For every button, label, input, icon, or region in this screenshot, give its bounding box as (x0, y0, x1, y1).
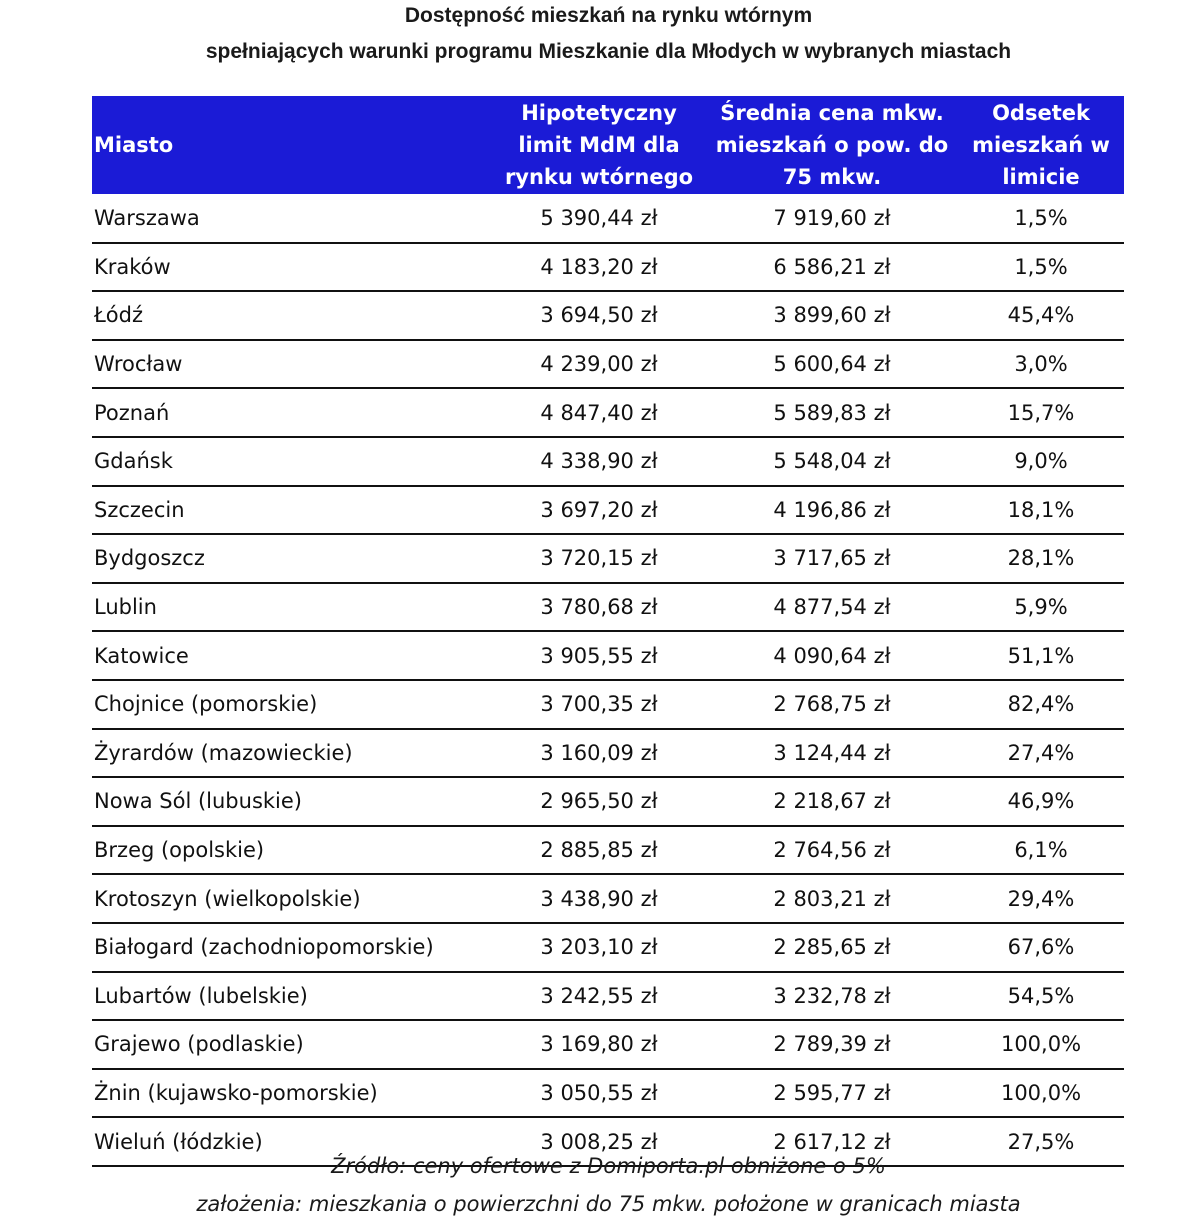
cell-share: 15,7% (958, 388, 1124, 437)
cell-limit: 3 697,20 zł (492, 486, 706, 535)
cell-price: 5 600,64 zł (706, 340, 958, 389)
cell-limit: 3 050,55 zł (492, 1069, 706, 1118)
cell-limit: 3 008,25 zł (492, 1117, 706, 1166)
table-row (92, 1020, 1124, 1069)
cell-share: 1,5% (958, 194, 1124, 243)
cell-share: 6,1% (958, 826, 1124, 875)
cell-price: 3 124,44 zł (706, 729, 958, 778)
cell-limit: 3 905,55 zł (492, 631, 706, 680)
cell-share: 45,4% (958, 291, 1124, 340)
cell-price: 4 196,86 zł (706, 486, 958, 535)
cell-share: 29,4% (958, 874, 1124, 923)
cell-city: Brzeg (opolskie) (92, 826, 492, 875)
data-table (92, 96, 1124, 1167)
table-row (92, 972, 1124, 1021)
cell-city: Wrocław (92, 340, 492, 389)
cell-price: 2 617,12 zł (706, 1117, 958, 1166)
cell-city: Łódź (92, 291, 492, 340)
cell-city: Grajewo (podlaskie) (92, 1020, 492, 1069)
cell-limit: 4 847,40 zł (492, 388, 706, 437)
column-header-limit: Hipotetyczny limit MdM dla rynku wtórnego (504, 101, 694, 189)
cell-limit: 5 390,44 zł (492, 194, 706, 243)
cell-limit: 3 169,80 zł (492, 1020, 706, 1069)
cell-city: Bydgoszcz (92, 534, 492, 583)
cell-city: Lubartów (lubelskie) (92, 972, 492, 1021)
cell-limit: 3 242,55 zł (492, 972, 706, 1021)
cell-price: 2 803,21 zł (706, 874, 958, 923)
cell-price: 4 090,64 zł (706, 631, 958, 680)
cell-city: Nowa Sól (lubuskie) (92, 777, 492, 826)
cell-share: 27,5% (958, 1117, 1124, 1166)
cell-city: Chojnice (pomorskie) (92, 680, 492, 729)
cell-share: 27,4% (958, 729, 1124, 778)
table-row (92, 777, 1124, 826)
table-row (92, 486, 1124, 535)
table-row (92, 1069, 1124, 1118)
cell-price: 2 764,56 zł (706, 826, 958, 875)
table-row (92, 291, 1124, 340)
header-row (92, 96, 1124, 194)
cell-share: 100,0% (958, 1020, 1124, 1069)
cell-share: 46,9% (958, 777, 1124, 826)
cell-share: 28,1% (958, 534, 1124, 583)
cell-city: Białogard (zachodniopomorskie) (92, 923, 492, 972)
source-note: Źródło: ceny ofertowe z Domiporta.pl obniżone o 5% (331, 1154, 886, 1178)
cell-price: 2 218,67 zł (706, 777, 958, 826)
cell-city: Katowice (92, 631, 492, 680)
cell-city: Krotoszyn (wielkopolskie) (92, 874, 492, 923)
cell-city: Żnin (kujawsko-pomorskie) (92, 1069, 492, 1118)
chart-subtitle: spełniających warunki programu Mieszkanie dla Młodych w wybranych miastach (205, 40, 1012, 63)
cell-city: Szczecin (92, 486, 492, 535)
table-row (92, 194, 1124, 243)
table-row (92, 874, 1124, 923)
cell-share: 82,4% (958, 680, 1124, 729)
table-row (92, 243, 1124, 292)
cell-share: 100,0% (958, 1069, 1124, 1118)
table-row (92, 388, 1124, 437)
cell-share: 51,1% (958, 631, 1124, 680)
cell-city: Warszawa (92, 194, 492, 243)
cell-price: 2 285,65 zł (706, 923, 958, 972)
cell-limit: 3 438,90 zł (492, 874, 706, 923)
cell-city: Kraków (92, 243, 492, 292)
cell-limit: 3 700,35 zł (492, 680, 706, 729)
cell-price: 2 595,77 zł (706, 1069, 958, 1118)
cell-city: Wieluń (łódzkie) (92, 1117, 492, 1166)
cell-price: 6 586,21 zł (706, 243, 958, 292)
cell-share: 67,6% (958, 923, 1124, 972)
cell-price: 2 789,39 zł (706, 1020, 958, 1069)
chart-title: Dostępność mieszkań na rynku wtórnym (404, 4, 813, 27)
table-row (92, 340, 1124, 389)
column-header-share: Odsetek mieszkań w limicie (972, 101, 1110, 189)
cell-limit: 4 183,20 zł (492, 243, 706, 292)
cell-price: 3 717,65 zł (706, 534, 958, 583)
cell-share: 9,0% (958, 437, 1124, 486)
cell-limit: 4 239,00 zł (492, 340, 706, 389)
table-row (92, 583, 1124, 632)
cell-limit: 3 203,10 zł (492, 923, 706, 972)
cell-limit: 2 885,85 zł (492, 826, 706, 875)
cell-share: 1,5% (958, 243, 1124, 292)
cell-share: 5,9% (958, 583, 1124, 632)
table-row (92, 923, 1124, 972)
cell-limit: 2 965,50 zł (492, 777, 706, 826)
assumptions-note: założenia: mieszkania o powierzchni do 75 mkw. położone w granicach miasta (196, 1192, 1021, 1216)
cell-limit: 4 338,90 zł (492, 437, 706, 486)
cell-price: 5 589,83 zł (706, 388, 958, 437)
cell-price: 7 919,60 zł (706, 194, 958, 243)
cell-limit: 3 160,09 zł (492, 729, 706, 778)
cell-price: 2 768,75 zł (706, 680, 958, 729)
cell-share: 18,1% (958, 486, 1124, 535)
table-row (92, 729, 1124, 778)
cell-price: 4 877,54 zł (706, 583, 958, 632)
column-header-city: Miasto (94, 133, 174, 157)
cell-share: 3,0% (958, 340, 1124, 389)
cell-price: 3 232,78 zł (706, 972, 958, 1021)
cell-city: Poznań (92, 388, 492, 437)
table-row (92, 437, 1124, 486)
cell-limit: 3 720,15 zł (492, 534, 706, 583)
column-header-price: Średnia cena mkw. mieszkań o pow. do 75 mkw. (715, 101, 949, 189)
cell-city: Gdańsk (92, 437, 492, 486)
cell-price: 5 548,04 zł (706, 437, 958, 486)
table-body (92, 194, 1124, 1166)
cell-price: 3 899,60 zł (706, 291, 958, 340)
table-row (92, 680, 1124, 729)
table-row (92, 631, 1124, 680)
table-row (92, 826, 1124, 875)
cell-share: 54,5% (958, 972, 1124, 1021)
cell-city: Żyrardów (mazowieckie) (92, 729, 492, 778)
cell-city: Lublin (92, 583, 492, 632)
table-row (92, 534, 1124, 583)
cell-limit: 3 694,50 zł (492, 291, 706, 340)
cell-limit: 3 780,68 zł (492, 583, 706, 632)
